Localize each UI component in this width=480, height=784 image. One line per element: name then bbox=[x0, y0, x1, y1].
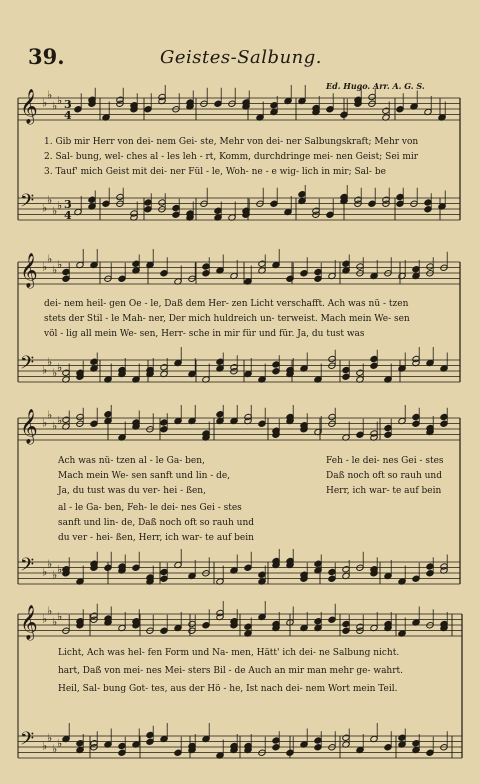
system4-treble-key-flat: ♭ bbox=[52, 615, 58, 629]
system1-lyric-verse1: 1. Gib mir Herr von dei- nem Gei- ste, Mehr von dei- ner Salbungskraft; Mehr von bbox=[44, 137, 419, 147]
system2-bass-key-flat: ♭ bbox=[47, 355, 53, 369]
system1-bass-clef-icon: 𝄢 bbox=[20, 191, 35, 216]
system4-treble-key-flat: ♭ bbox=[47, 604, 53, 618]
system3-treble-key-flat: ♭ bbox=[57, 413, 63, 427]
system1-treble-key-flat: ♭ bbox=[47, 88, 53, 102]
system3-bass-key-flat: ♭ bbox=[52, 568, 58, 582]
system3-treble-key-flat: ♭ bbox=[52, 419, 58, 433]
system1-treble-key-flat: ♭ bbox=[42, 96, 48, 110]
system4-bass-key-flat: ♭ bbox=[42, 739, 48, 753]
system3-lyric-verse3-b: Herr, ich war- te auf bein bbox=[326, 486, 442, 496]
system3-lyric-verse1-a: Ach was nü- tzen al - le Ga- ben, bbox=[58, 456, 205, 466]
system4-treble-key-flat: ♭ bbox=[42, 612, 48, 626]
system3-treble-key-flat: ♭ bbox=[47, 408, 53, 422]
system2-treble-key-flat: ♭ bbox=[47, 252, 53, 266]
system3-treble-clef-icon: 𝄞 bbox=[20, 409, 38, 444]
system3-bass-lyric-1: al - le Ga- ben, Feh- le dei- nes Gei - stes bbox=[58, 503, 242, 513]
system1-bass-time-bottom: 4 bbox=[64, 209, 72, 222]
system4-lyric-verse1: Licht, Ach was hel- fen Form und Na- men, Hätt' ich dei- ne Salbung nicht. bbox=[58, 648, 400, 658]
system3-bass-clef-icon: 𝄢 bbox=[20, 555, 35, 580]
system2-bass-key-flat: ♭ bbox=[57, 360, 63, 374]
system1-bass-key-flat: ♭ bbox=[42, 201, 48, 215]
hymn-number: 39. bbox=[28, 44, 65, 69]
system3-treble-key-flat: ♭ bbox=[42, 416, 48, 430]
system4-lyric-verse3: Heil, Sal- bung Got- tes, aus der Hö - he, Ist nach dei- nem Wort mein Teil. bbox=[58, 684, 398, 694]
system3-bass-key-flat: ♭ bbox=[47, 557, 53, 571]
system2-lyric-verse2: stets der Stil - le Mah- ner, Der mich huldreich un- terweist. Mach mein We- sen bbox=[44, 314, 410, 324]
system4-lyric-verse2: hart, Daß von mei- nes Mei- sters Bil - de Auch an mir man mehr ge- wahrt. bbox=[58, 666, 404, 676]
system4-bass-key-flat: ♭ bbox=[57, 736, 63, 750]
system2-treble-clef-icon: 𝄞 bbox=[20, 253, 38, 288]
composer-credit: Ed. Hugo. Arr. A. G. S. bbox=[326, 81, 425, 91]
system2-lyric-verse1: dei- nem heil- gen Oe - le, Daß dem Her- zen Licht verschafft. Ach was nü - tzen bbox=[44, 299, 409, 309]
system2-lyric-verse3: völ - lig all mein We- sen, Herr- sche in mir für und für. Ja, du tust was bbox=[44, 329, 365, 339]
system4-bass-key-flat: ♭ bbox=[52, 742, 58, 756]
system4-treble-clef-icon: 𝄞 bbox=[20, 605, 38, 640]
system3-bass-lyric-3: du ver - hei- ßen, Herr, ich war- te auf bein bbox=[58, 533, 254, 543]
system1-bass-key-flat: ♭ bbox=[47, 193, 53, 207]
system3-bass-key-flat: ♭ bbox=[42, 565, 48, 579]
system2-bass-clef-icon: 𝄢 bbox=[20, 353, 35, 378]
system1-bass-key-flat: ♭ bbox=[52, 204, 58, 218]
system3-lyric-verse1-b: Feh - le dei- nes Gei - stes bbox=[326, 456, 444, 466]
system1-bass-key-flat: ♭ bbox=[57, 198, 63, 212]
system1-lyric-verse2: 2. Sal- bung, wel- ches al - les leh - rt, Komm, durchdringe mei- nen Geist; Sei mir bbox=[44, 152, 419, 162]
system3-lyric-verse2-b: Daß noch oft so rauh und bbox=[326, 471, 442, 481]
hymn-title: Geistes-Salbung. bbox=[160, 47, 323, 68]
system1-treble-time-top: 3 bbox=[64, 98, 72, 111]
system1-treble-key-flat: ♭ bbox=[52, 99, 58, 113]
system1-bass-time-top: 3 bbox=[64, 198, 72, 211]
system3-lyric-verse2-a: Mach mein We- sen sanft und lin - de, bbox=[58, 471, 231, 481]
system2-bass-key-flat: ♭ bbox=[42, 363, 48, 377]
system3-lyric-verse3-a: Ja, du tust was du ver- hei - ßen, bbox=[58, 486, 206, 496]
system2-treble-key-flat: ♭ bbox=[42, 260, 48, 274]
system4-bass-key-flat: ♭ bbox=[47, 731, 53, 745]
system1-lyric-verse3: 3. Tauf' mich Geist mit dei- ner Fül - le, Woh- ne - e wig- lich in mir; Sal- be bbox=[44, 167, 386, 177]
system1-treble-key-flat: ♭ bbox=[57, 93, 63, 107]
system2-treble-key-flat: ♭ bbox=[57, 257, 63, 271]
system4-treble-key-flat: ♭ bbox=[57, 609, 63, 623]
system2-bass-key-flat: ♭ bbox=[52, 366, 58, 380]
system4-bass-clef-icon: 𝄢 bbox=[20, 729, 35, 754]
system2-treble-key-flat: ♭ bbox=[52, 263, 58, 277]
system1-treble-clef-icon: 𝄞 bbox=[20, 89, 38, 124]
system3-bass-lyric-2: sanft und lin- de, Daß noch oft so rauh und bbox=[58, 518, 255, 528]
system3-bass-key-flat: ♭ bbox=[57, 562, 63, 576]
system1-treble-time-bottom: 4 bbox=[64, 109, 72, 122]
